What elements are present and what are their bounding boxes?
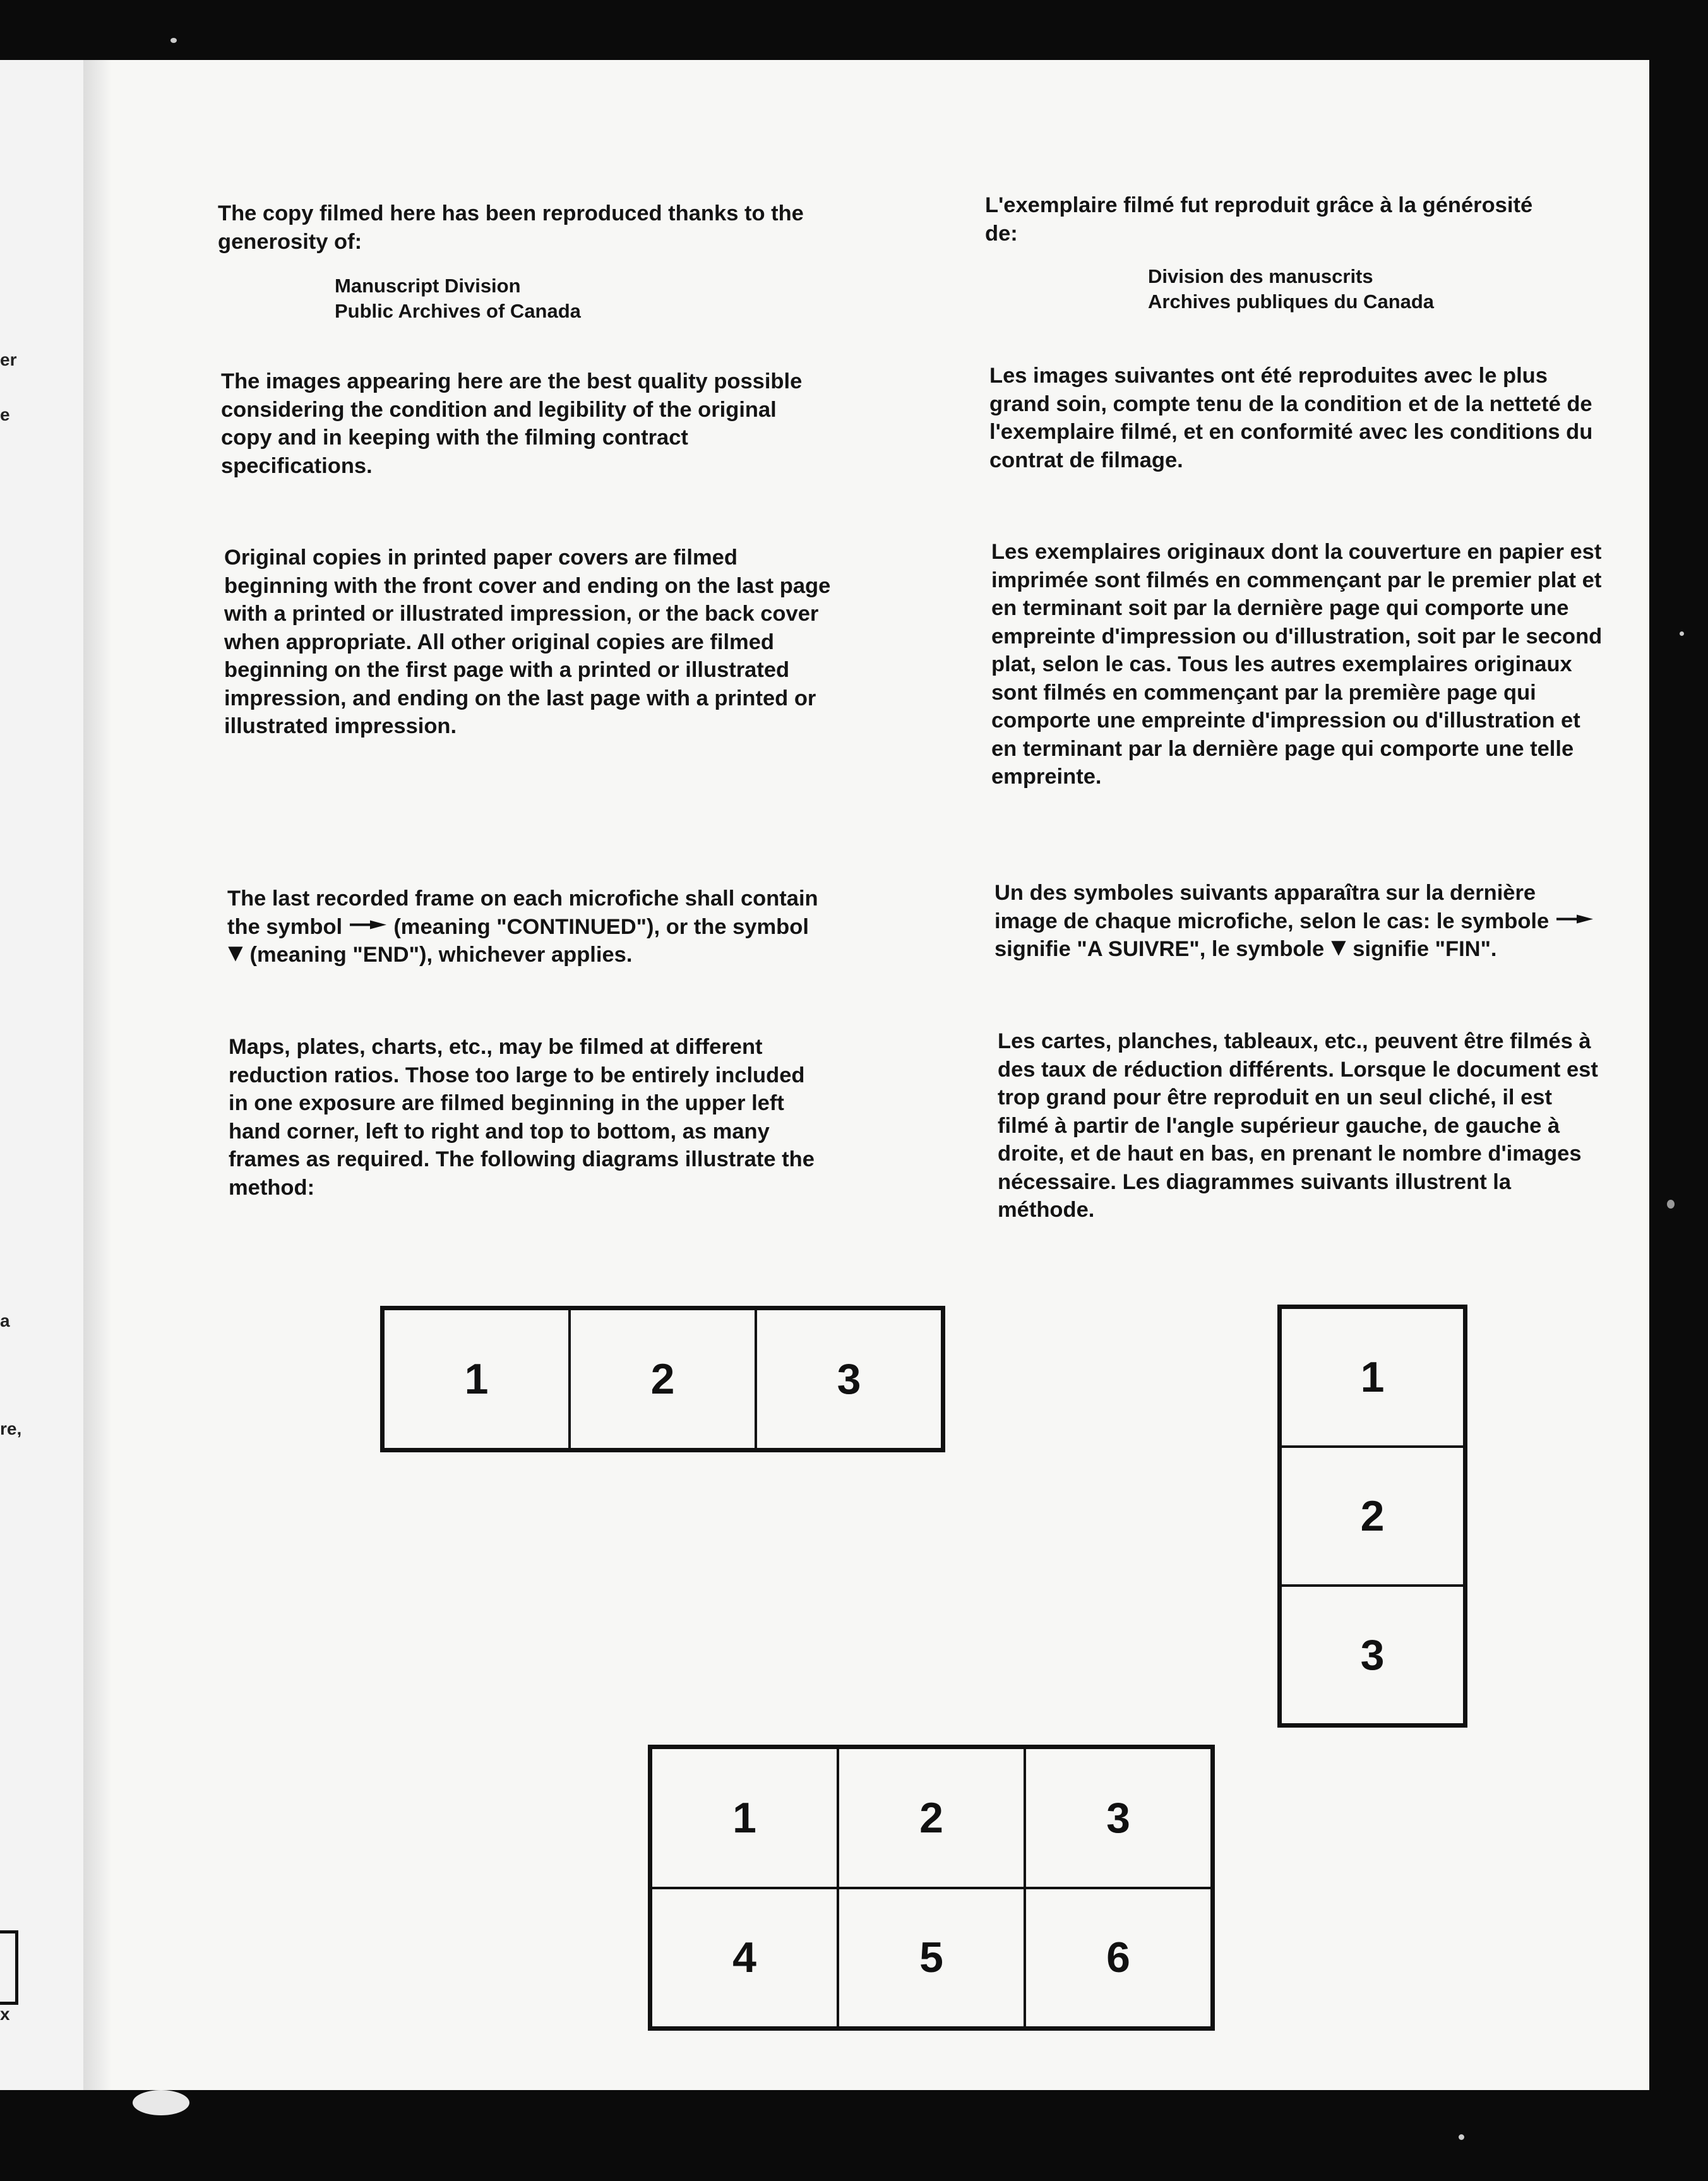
frame-cell: 1	[1281, 1308, 1464, 1447]
grid-frame-diagram	[648, 1745, 1215, 2031]
previous-page-fragment: re,	[0, 1419, 22, 1438]
english-symbols-text-3: (meaning "END"), whichever applies.	[249, 943, 633, 967]
frame-cell: 3	[1281, 1586, 1464, 1724]
french-maps-paragraph: Les cartes, planches, tableaux, etc., peuvent être filmés à des taux de réduction différents. Lorsque le document est trop grand pour être reproduit en un seul cliché, il est filmé à partir de l'angle supérieur gauche, de gauche à droite, et de haut en bas, en prenant le nombre d'images nécessaire. Les diagrammes suivants illustrent la méthode.	[998, 1029, 1598, 1222]
french-symbols-text-1: Un des symboles suivants apparaîtra sur la dernière image de chaque microfiche, selon le cas: le symbole	[994, 881, 1550, 933]
previous-page-box	[0, 1930, 18, 2005]
page-fold-shadow	[83, 60, 112, 2090]
continued-arrow-icon	[349, 915, 388, 935]
end-triangle-icon	[227, 946, 244, 962]
frame-cell: 3	[756, 1309, 942, 1449]
english-institution	[335, 273, 714, 324]
previous-page-fragment: x	[0, 2004, 10, 2024]
horizontal-frame-diagram	[380, 1306, 945, 1452]
frame-cell: 1	[651, 1748, 838, 1888]
french-thanks: L'exemplaire filmé fut reproduit grâce à la générosité de:	[985, 193, 1533, 246]
english-originals-paragraph: Original copies in printed paper covers are filmed beginning with the front cover and ending on the last page with a printed or illustrated impression, or the back cover when appropriate. All other original copies are filmed beginning on the first page with a printed or illustrated impression, and ending on the last page with a printed or illustrated impression.	[224, 546, 831, 738]
frame-cell: 2	[838, 1748, 1025, 1888]
frame-cell: 2	[1281, 1447, 1464, 1586]
previous-page-fragment: er	[0, 350, 17, 369]
previous-page-fragment: e	[0, 405, 10, 424]
end-triangle-icon	[1330, 940, 1347, 957]
film-glare	[133, 2090, 189, 2115]
english-symbols-paragraph	[227, 885, 827, 969]
film-speck	[1667, 1200, 1675, 1209]
french-quality-paragraph: Les images suivantes ont été reproduites avec le plus grand soin, compte tenu de la condition et de la netteté de l'exemplaire filmé, et en conformité avec les conditions du contrat de filmage.	[989, 364, 1593, 472]
english-thanks: The copy filmed here has been reproduced thanks to the generosity of:	[218, 201, 804, 254]
continued-arrow-icon	[1555, 909, 1594, 929]
french-symbols-text-3: signifie "FIN".	[1353, 937, 1497, 961]
english-symbols-text-1: The last recorded frame on each microfiche shall contain the symbol	[227, 887, 818, 939]
film-speck	[1680, 631, 1684, 636]
french-originals-paragraph: Les exemplaires originaux dont la couverture en papier est imprimée sont filmés en commençant par le premier plat et en terminant soit par la dernière page qui comporte une empreinte d'impression ou d'illustration, soit par le second plat, selon le cas. Tous les autres exemplaires originaux sont filmés en commençant par la première page qui comporte une empreinte d'impression ou d'illustration et en terminant par la dernière page qui comporte une telle empreinte.	[991, 540, 1603, 789]
french-institution-line2: Archives publiques du Canada	[1148, 290, 1435, 313]
english-maps-paragraph: Maps, plates, charts, etc., may be filmed at different reduction ratios. Those too large to be entirely included in one exposure are filmed beginning in the upper left hand corner, left to right and top to bottom, as many frames as required. The following diagrams illustrate the method:	[229, 1035, 815, 1200]
frame-cell: 2	[570, 1309, 756, 1449]
english-institution-line1: Manuscript Division	[335, 275, 521, 297]
french-symbols-text-2: signifie "A SUIVRE", le symbole	[994, 937, 1325, 961]
french-institution	[1148, 264, 1527, 314]
film-speck	[1459, 2134, 1464, 2140]
english-quality-paragraph: The images appearing here are the best quality possible considering the condition and legibility of the original copy and in keeping with the filming contract specifications.	[221, 369, 803, 478]
frame-cell: 5	[838, 1888, 1025, 2028]
film-speck	[170, 38, 177, 43]
frame-cell: 1	[383, 1309, 570, 1449]
frame-cell: 3	[1025, 1748, 1212, 1888]
previous-page-fragment: a	[0, 1311, 10, 1330]
vertical-frame-diagram	[1277, 1305, 1467, 1728]
french-institution-line1: Division des manuscrits	[1148, 265, 1373, 287]
frame-cell: 4	[651, 1888, 838, 2028]
french-symbols-paragraph	[994, 879, 1601, 964]
frame-cell: 6	[1025, 1888, 1212, 2028]
english-institution-line2: Public Archives of Canada	[335, 300, 581, 322]
english-symbols-text-2: (meaning "CONTINUED"), or the symbol	[393, 914, 809, 939]
